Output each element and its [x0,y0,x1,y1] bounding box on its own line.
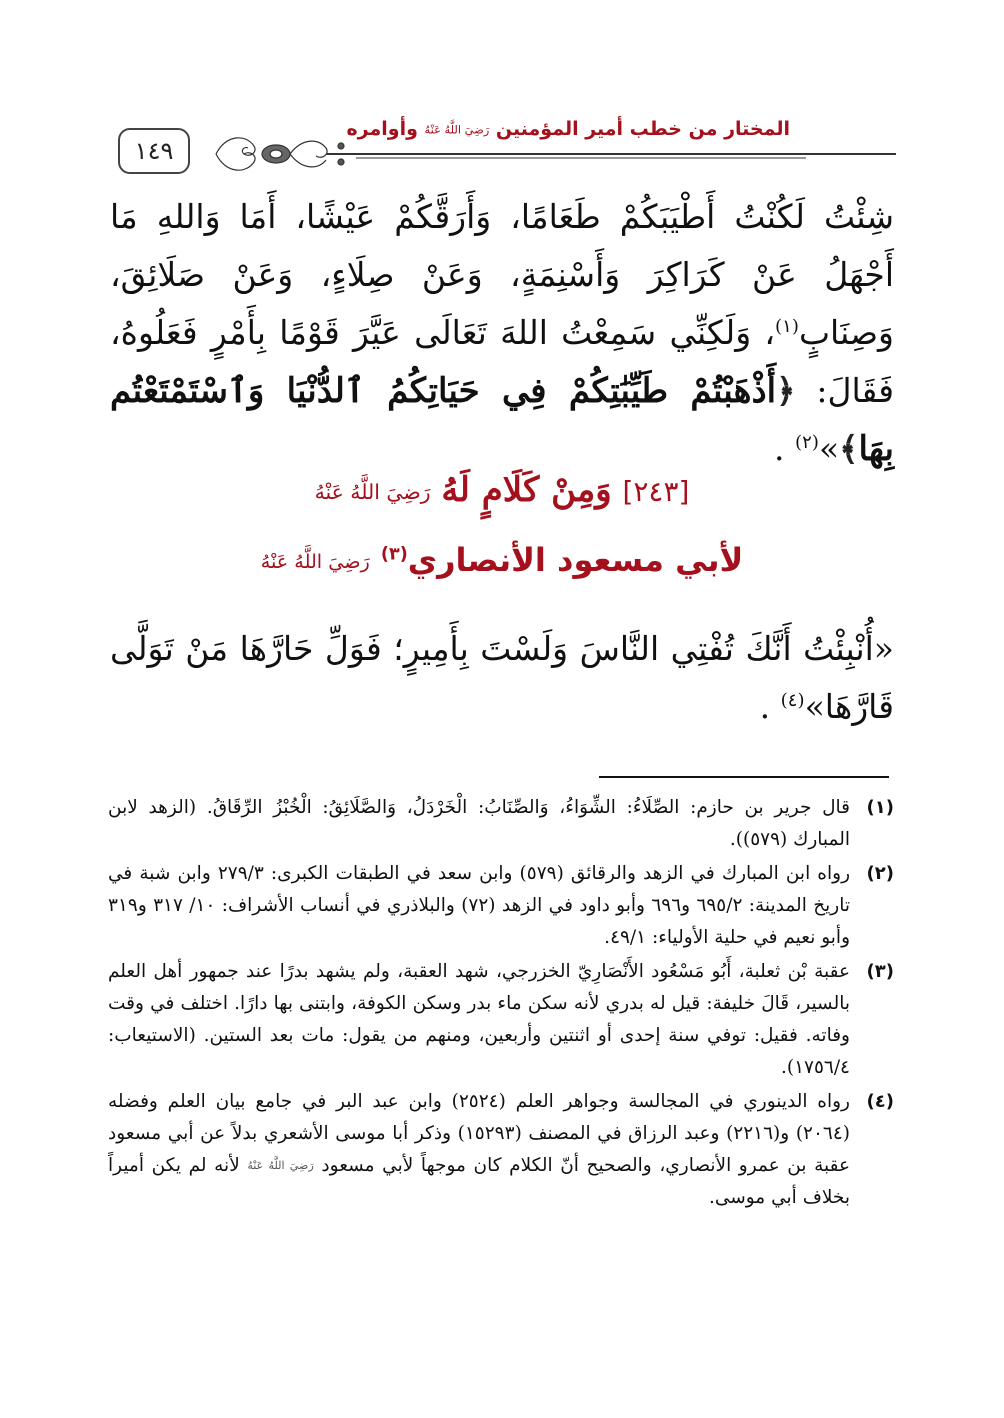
section-heading [110,460,894,522]
footnote-number: (٤) [866,1091,894,1112]
footnote-item [108,1086,894,1214]
honorific-glyph: رَضِيَ اللَّهُ عَنْهُ [247,1159,314,1172]
quran-verse: أَذْهَبْتُمْ طَيِّبَٰتِكُمْ فِي حَيَاتِكُمُ ٱلدُّنْيَا وَٱسْتَمْتَعْتُم بِهَا [110,371,894,469]
footnote-number: (١) [866,797,894,818]
footnote-text: عقبة بْن ثعلبة، أَبُو مَسْعُود الأَنْصَارِيّ الخزرجي، شهد العقبة، ولم يشهد بدرًا عند جمهور أهل العلم بالسير، قَالَ خليفة: قيل له بدري لأنه سكن ماء بدر وسكن الكوفة، وابتنى بها دارًا. اختلف في وقت وفاته. فقيل: توفي سنة إحدى أو اثنتين وأربعين، ومنهم من يقول: مات بعد الستين. (الاستيعاب: ١٧٥٦/٤). [108,961,850,1078]
quran-close-bracket: ﴾ [839,429,859,468]
footnote-marker-1: (١) [775,316,799,337]
section-subtitle [110,530,894,592]
footnote-item [108,792,894,856]
footnote-divider [599,776,889,778]
footnotes-list [108,792,894,1216]
honorific-glyph: رَضِيَ اللَّهُ عَنْهُ [260,550,370,573]
end-dot: . [759,687,771,726]
running-title-text: المختار من خطب أمير المؤمنين [495,118,790,140]
main-line-2b: ، وَلَكِنِّي [669,313,776,352]
quote-open-mark: « [873,629,894,668]
main-line-3a: سَمِعْتُ اللهَ تَعَالَى عَيَّرَ قَوْمًا بِأَمْرٍ فَعَلُوهُ، فَقَالَ: [110,313,895,410]
footnote-text: رواه ابن المبارك في الزهد والرقائق (٥٧٩) وابن سعد في الطبقات الكبرى: ٢٧٩/٣ وابن شبة في تاريخ المدينة: ٦٩٥/٢ و٦٩٦ وأبو داود في الزهد (٧٢) والبلاذري في أنساب الأشراف: ١٠/ ٣١٧ و٣١٩ وأبو نعيم في حلية الأولياء: ٤٩/١. [108,863,851,948]
main-line-2a: كَرَاكِرَ وَأَسْنِمَةٍ، وَعَنْ صِلَاءٍ، وَعَنْ صَلَائِقَ، وَصِنَابٍ [110,255,894,352]
quote-close-mark: » [818,429,840,468]
section-subtitle-text: لأبي مسعود الأنصاري [407,541,744,579]
running-title-end: وأوامره [346,118,418,140]
footnote-text-b: لأنه لم يكن أميراً بخلاف أبي موسى. [108,1155,850,1208]
honorific-glyph: رَضِيَ اللَّهُ عَنْهُ [314,480,431,504]
honorific-glyph: رَضِيَ اللَّهُ عَنْهُ [424,122,490,137]
section-title: وَمِنْ كَلَامٍ لَهُ [441,470,612,510]
footnote-text [108,1086,850,1214]
quote-paragraph [110,620,894,736]
main-paragraph [110,188,894,478]
footnote-text: قال جرير بن حازم: الصِّلَاءُ: الشِّوَاءُ، وَالصِّنَابُ: الْخَرْدَلُ، وَالصَّلَائِقُ: الْخُبْزُ الرِّقَاقُ. (الزهد لابن المبارك (٥٧٩)). [108,797,850,850]
page-number: ١٤٩ [118,128,190,174]
quote-close-mark: » [804,687,825,726]
footnote-marker-3: (٣) [380,544,408,565]
footnote-marker-4: (٤) [780,690,805,711]
quran-open-bracket: ﴿ [776,371,796,410]
footnote-number: (٣) [866,961,894,982]
footnote-marker-2: (٢) [795,432,819,453]
end-dot: . [774,429,785,468]
main-line-1: شِئْتُ لَكُنْتُ أَطْيَبَكُمْ طَعَامًا، وَأَرَقَّكُمْ عَيْشًا، أَمَا وَاللهِ مَا أَجْهَلُ عَنْ [110,197,894,294]
footnote-item [108,956,894,1084]
quote-body: أُنْبِئْتُ أَنَّكَ تُفْتِي النَّاسَ وَلَسْتَ بِأَمِيرٍ؛ فَوَلِّ حَارَّهَا مَنْ تَوَلَّى قَارَّهَا [110,629,894,726]
page-header [110,118,900,188]
footnote-number: (٢) [866,863,894,884]
footnote-item [108,858,894,954]
running-title [346,118,790,140]
section-number: [٢٤٣] [622,475,690,508]
footnote-text-a: رواه الدينوري في المجالسة وجواهر العلم (٢٥٢٤) وابن عبد البر في جامع بيان العلم وفضله (٢٠٦٤) و(٢٢١٦) وعبد الرزاق في المصنف (١٥٢٩٣) وذكر أبا موسى الأشعري بدلاً عن أبي مسعود عقبة بن عمرو الأنصاري، والصحيح أنّ الكلام كان موجهاً لأبي مسعود [108,1091,851,1176]
